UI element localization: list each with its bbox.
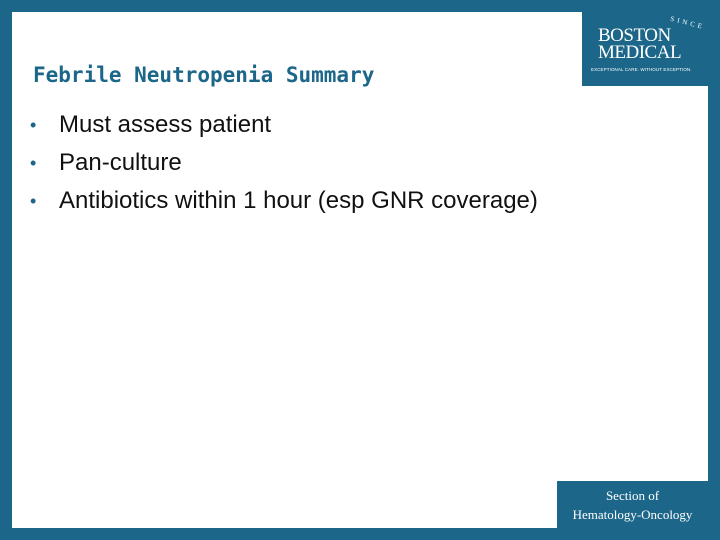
- bullet-text: Pan-culture: [59, 149, 182, 176]
- section-footer: [557, 481, 708, 528]
- slide-title: Febrile Neutropenia Summary: [33, 63, 375, 87]
- footer-section-label: Section of: [605, 488, 660, 503]
- bullet-text: Antibiotics within 1 hour (esp GNR coverage): [59, 187, 538, 214]
- footer-department-label: Hematology-Oncology: [572, 507, 693, 522]
- slide-canvas: [12, 12, 708, 528]
- bullet-text: Must assess patient: [59, 111, 272, 138]
- bullet-icon: •: [30, 115, 37, 135]
- bullet-icon: •: [30, 153, 37, 173]
- logo-since-text: SINCE: [669, 14, 706, 32]
- boston-medical-logo: [582, 12, 708, 86]
- bullet-icon: •: [30, 191, 37, 211]
- logo-tagline: EXCEPTIONAL CARE. WITHOUT EXCEPTION.: [591, 67, 692, 72]
- logo-boston-text: BOSTON: [598, 25, 671, 46]
- logo-medical-text: MEDICAL: [598, 42, 682, 63]
